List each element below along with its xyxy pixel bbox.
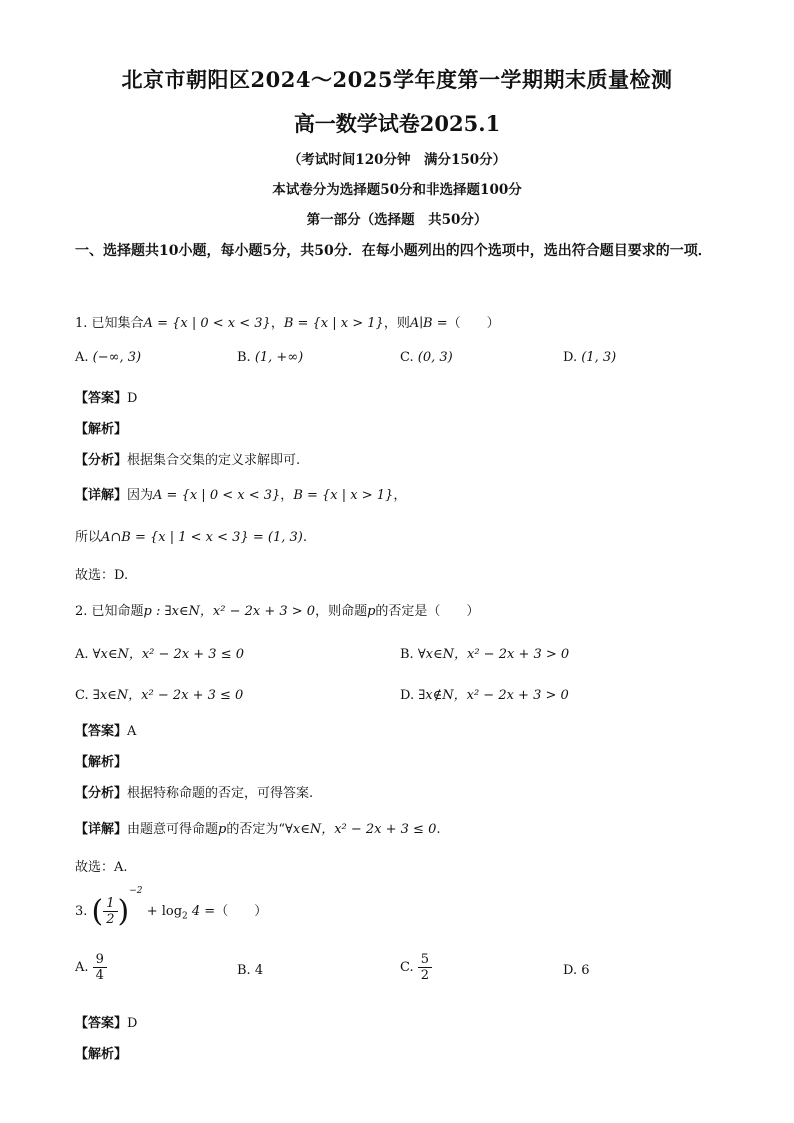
q1-answer: 【答案】D <box>75 391 138 406</box>
q1-expr: A∣B = <box>409 316 448 331</box>
q2-detail: 【详解】由题意可得命题p的否定为“∀x∈N，x² − 2x + 3 ≤ 0. <box>75 822 441 837</box>
q3-option-d: D. 6 <box>563 963 590 978</box>
q2-fenxi: 【分析】根据特称命题的否定，可得答案. <box>75 786 314 801</box>
exam-subtitle: 高一数学试卷2025.1 <box>293 111 501 136</box>
q3-analysis-tag: 【解析】 <box>75 1047 128 1062</box>
q1-fenxi: 【分析】根据集合交集的定义求解即可. <box>75 453 301 468</box>
exam-title: 北京市朝阳区2024～2025学年度第一学期期末质量检测 <box>121 67 673 92</box>
q2-option-d: D. ∃x∉N，x² − 2x + 3 > 0 <box>400 688 569 703</box>
q1-option-b: B. (1, +∞) <box>237 350 304 365</box>
q1-option-c: C. (0, 3) <box>400 350 453 365</box>
q3-option-c: C. $\frac{5}{2}$ <box>400 952 432 983</box>
q3-right-paren: ) <box>117 894 130 929</box>
q3-left-paren: ( <box>91 894 104 929</box>
q3-stem: 3. ( $\frac{1}{2}$ )$^{-2} + \log_2 4$ =（ ） <box>75 886 268 929</box>
q1-comma: ， <box>270 316 284 331</box>
q2-option-c: C. ∃x∈N，x² − 2x + 3 ≤ 0 <box>75 688 244 703</box>
q1-set-b: B = {x | x > 1} <box>283 316 384 331</box>
q1-option-a: A. (−∞, 3) <box>75 350 142 365</box>
q2-stem: 2. 已知命题p : ∃x∈N，x² − 2x + 3 > 0，则命题p的否定是（ ） <box>75 604 480 619</box>
q3-fraction: $\frac{1}{2}$ <box>103 896 117 927</box>
q1-option-d: D. (1, 3) <box>563 350 617 365</box>
q1-set-a: A = {x | 0 < x < 3} <box>143 316 271 331</box>
q2-option-a: A. ∀x∈N，x² − 2x + 3 ≤ 0 <box>75 647 245 662</box>
q2-answer: 【答案】A <box>75 724 137 739</box>
exam-info: （考试时间120分钟 满分150分） <box>287 152 507 168</box>
section-instruction: 一、选择题共10小题，每小题5分，共50分．在每小题列出的四个选项中，选出符合题目要求的一项． <box>75 243 712 259</box>
q3-option-a: A. $\frac{9}{4}$ <box>75 952 107 983</box>
q1-stem-prefix: 1. 已知集合 <box>75 316 144 331</box>
part-title: 第一部分（选择题 共50分） <box>306 212 488 228</box>
q1-stem-suffix: ，则 <box>383 316 410 331</box>
q2-choose: 故选：A. <box>75 860 128 875</box>
q1-choose: 故选：D. <box>75 568 129 583</box>
q2-option-b: B. ∀x∈N，x² − 2x + 3 > 0 <box>400 647 570 662</box>
q3-answer: 【答案】D <box>75 1016 138 1031</box>
exam-composition: 本试卷分为选择题50分和非选择题100分 <box>272 182 522 198</box>
q1-detail: 【详解】因为A = {x | 0 < x < 3}，B = {x | x > 1}， <box>75 488 407 503</box>
q1-blank: （ ） <box>447 316 500 331</box>
q1-analysis-tag: 【解析】 <box>75 422 128 437</box>
q3-option-b: B. 4 <box>237 963 264 978</box>
q1-stem <box>75 312 500 331</box>
q1-so: 所以A∩B = {x | 1 < x < 3} = (1, 3). <box>75 530 307 545</box>
q2-analysis-tag: 【解析】 <box>75 755 128 770</box>
